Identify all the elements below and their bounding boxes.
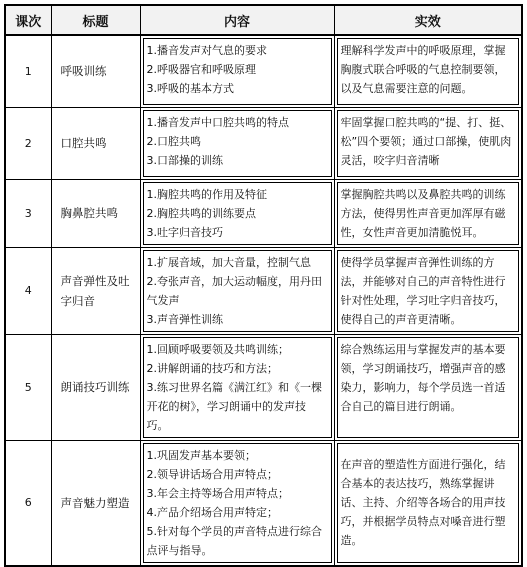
row-num: 5 (5, 334, 51, 440)
row-num: 4 (5, 247, 51, 334)
row-title: 声音魅力塑造 (51, 440, 140, 566)
content-line: 1.播音发声对气息的要求 (146, 44, 267, 57)
row-content (140, 247, 334, 334)
content-line: 1.扩展音域，加大音量，控制气息 (146, 255, 311, 269)
row-title: 朗诵技巧训练 (51, 334, 140, 440)
content-line: 2.胸腔共鸣的训练要点 (146, 206, 256, 220)
row-num: 6 (5, 440, 51, 566)
header-title: 标题 (51, 5, 140, 35)
row-title: 口腔共鸣 (51, 107, 140, 179)
content-line: 1.巩固发声基本要领； (146, 448, 256, 462)
row-num: 1 (5, 35, 51, 107)
row-effect (334, 247, 522, 334)
table-row (5, 179, 522, 247)
content-line: 1.胸腔共鸣的作用及特征 (146, 187, 267, 201)
row-title: 呼吸训练 (51, 35, 140, 107)
row-content (140, 35, 334, 107)
row-content (140, 107, 334, 179)
content-line: 3.年会主持等场合用声特点； (146, 486, 289, 500)
row-content (140, 179, 334, 247)
row-title: 声音弹性及吐字归音 (51, 247, 140, 334)
row-content (140, 440, 334, 566)
content-line: 1.播音发声中口腔共鸣的特点 (146, 115, 289, 129)
row-effect (334, 179, 522, 247)
table-row (5, 247, 522, 334)
table-row (5, 334, 522, 440)
content-line: 3.口部操的训练 (146, 153, 223, 167)
content-line: 3.练习世界名篇《满江红》和《一棵开花的树》，学习朗诵中的发声技巧。 (146, 380, 322, 432)
effect-text: 在声音的塑造性方面进行强化，结合基本的表达技巧，熟练掌握讲话、主持、介绍等各场合的用声技巧，并根据学员特点对嗓音进行塑造。 (340, 458, 506, 547)
effect-text: 掌握胸腔共鸣以及鼻腔共鸣的训练方法，使得男性声音更加浑厚有磁性，女性声音更加清脆悦耳。 (340, 187, 506, 239)
content-line: 2.夸张声音，加大运动幅度，用丹田气发声 (146, 274, 322, 307)
content-line: 3.声音弹性训练 (146, 312, 223, 326)
table-row (5, 107, 522, 179)
header-row (5, 5, 522, 35)
effect-text: 牢固掌握口腔共鸣的“提、打、挺、松”四个要领；通过口部操，使肌肉灵活，咬字归音清晰 (340, 115, 512, 167)
row-effect (334, 440, 522, 566)
content-line: 1.回顾呼吸要领及共鸣训练； (146, 342, 289, 356)
content-line: 2.口腔共鸣 (146, 134, 201, 148)
content-line: 5.针对每个学员的声音特点进行综合点评与指导。 (146, 524, 322, 557)
content-line: 3.吐字归音技巧 (146, 225, 223, 239)
header-num: 课次 (5, 5, 51, 35)
row-effect (334, 35, 522, 107)
content-line: 4.产品介绍场合用声特定； (146, 505, 278, 519)
content-line: 3.呼吸的基本方式 (146, 82, 234, 95)
row-num: 2 (5, 107, 51, 179)
effect-text: 使得学员掌握声音弹性训练的方法，并能够对自己的声音特性进行针对性处理，学习吐字归音技巧，使得自己的声音更清晰。 (340, 255, 506, 326)
effect-text: 理解科学发声中的呼吸原理，掌握胸腹式联合呼吸的气息控制要领，以及气息需要注意的问题。 (340, 44, 506, 95)
effect-text: 综合熟练运用与掌握发声的基本要领，学习朗诵技巧，增强声音的感染力，影响力，每个学员选一首适合自己的篇目进行朗诵。 (340, 342, 506, 413)
course-table (4, 4, 523, 567)
table-row (5, 35, 522, 107)
header-content: 内容 (140, 5, 334, 35)
table-row (5, 440, 522, 566)
row-effect (334, 334, 522, 440)
content-line: 2.讲解朗诵的技巧和方法； (146, 361, 278, 375)
header-effect: 实效 (334, 5, 522, 35)
row-content (140, 334, 334, 440)
row-effect (334, 107, 522, 179)
row-num: 3 (5, 179, 51, 247)
content-line: 2.呼吸器官和呼吸原理 (146, 63, 256, 76)
row-title: 胸鼻腔共鸣 (51, 179, 140, 247)
content-line: 2.领导讲话场合用声特点； (146, 467, 278, 481)
